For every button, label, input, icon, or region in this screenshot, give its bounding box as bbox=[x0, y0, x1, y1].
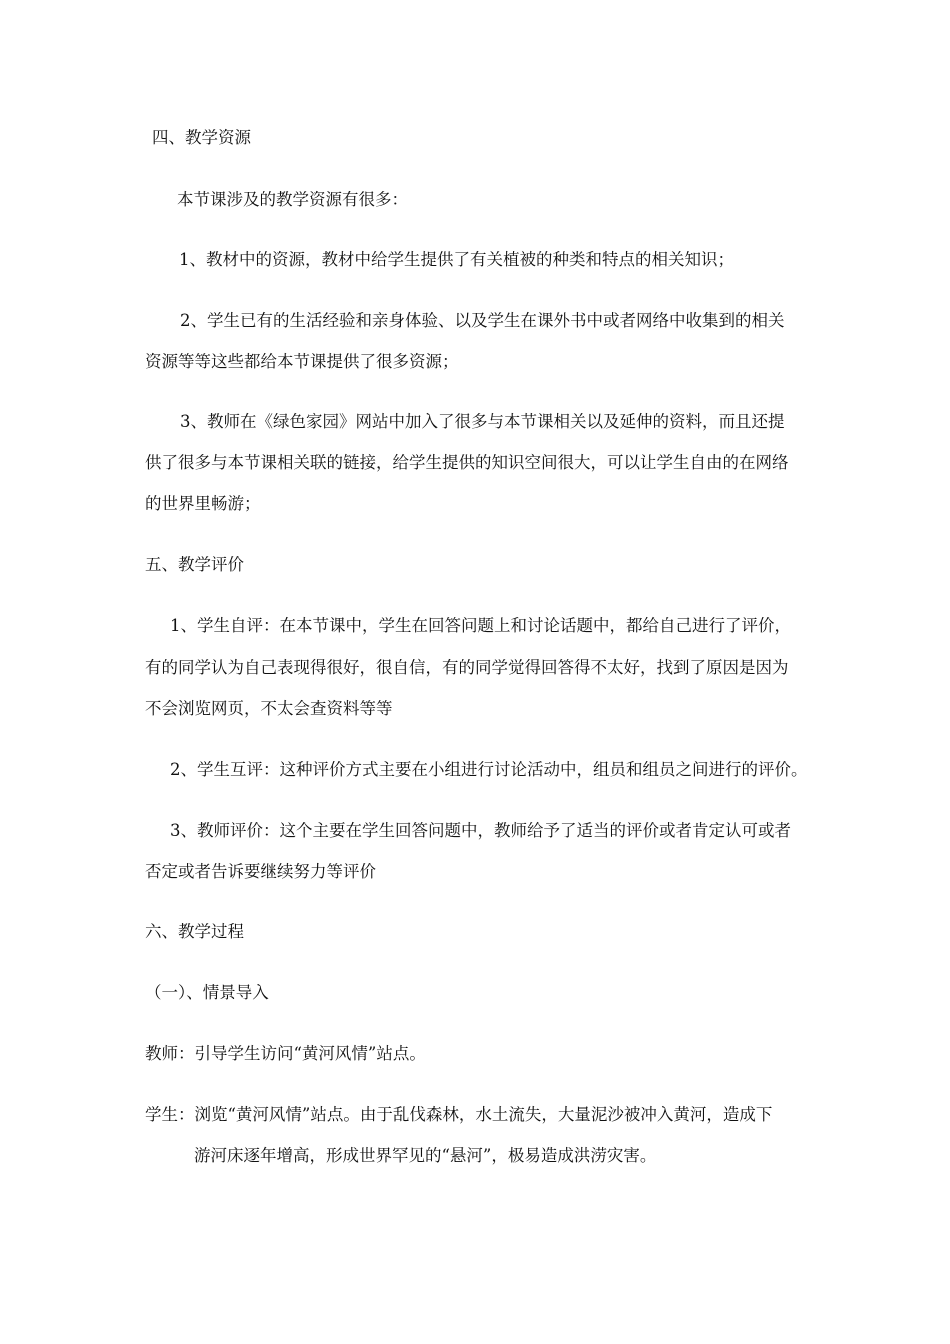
section-4-intro: 本节课涉及的教学资源有很多： bbox=[177, 190, 408, 209]
resource-item-2-line-1: 2、学生已有的生活经验和亲身体验、以及学生在课外书中或者网络中收集到的相关 bbox=[180, 311, 785, 330]
teacher-line: 教师：引导学生访问“黄河风情”站点。 bbox=[145, 1044, 426, 1063]
section-4-heading: 四、教学资源 bbox=[152, 128, 251, 147]
section-5-heading: 五、教学评价 bbox=[145, 555, 244, 574]
student-line-2: 游河床逐年增高，形成世界罕见的“悬河”，极易造成洪涝灾害。 bbox=[194, 1146, 657, 1165]
evaluation-item-1-line-1: 1、学生自评：在本节课中，学生在回答问题上和讨论话题中，都给自己进行了评价， bbox=[170, 616, 791, 635]
section-6-heading: 六、教学过程 bbox=[145, 922, 244, 941]
evaluation-item-3-line-2: 否定或者告诉要继续努力等评价 bbox=[145, 862, 376, 881]
resource-item-1: 1、教材中的资源，教材中给学生提供了有关植被的种类和特点的相关知识； bbox=[179, 250, 734, 269]
evaluation-item-2: 2、学生互评：这种评价方式主要在小组进行讨论活动中，组员和组员之间进行的评价。 bbox=[170, 760, 808, 779]
evaluation-item-1-line-3: 不会浏览网页，不太会查资料等等 bbox=[145, 699, 393, 718]
resource-item-2-line-2: 资源等等这些都给本节课提供了很多资源； bbox=[145, 352, 459, 371]
resource-item-3-line-2: 供了很多与本节课相关联的链接，给学生提供的知识空间很大，可以让学生自由的在网络 bbox=[145, 453, 789, 472]
resource-item-3-line-1: 3、教师在《绿色家园》网站中加入了很多与本节课相关以及延伸的资料，而且还提 bbox=[180, 412, 785, 431]
student-line-1: 学生：浏览“黄河风情”站点。由于乱伐森林，水土流失，大量泥沙被冲入黄河，造成下 bbox=[145, 1105, 773, 1124]
subsection-heading: （一）、情景导入 bbox=[145, 983, 269, 1002]
evaluation-item-1-line-2: 有的同学认为自己表现得很好，很自信，有的同学觉得回答得不太好，找到了原因是因为 bbox=[145, 658, 789, 677]
evaluation-item-3-line-1: 3、教师评价：这个主要在学生回答问题中，教师给予了适当的评价或者肯定认可或者 bbox=[170, 821, 791, 840]
resource-item-3-line-3: 的世界里畅游； bbox=[145, 494, 261, 513]
